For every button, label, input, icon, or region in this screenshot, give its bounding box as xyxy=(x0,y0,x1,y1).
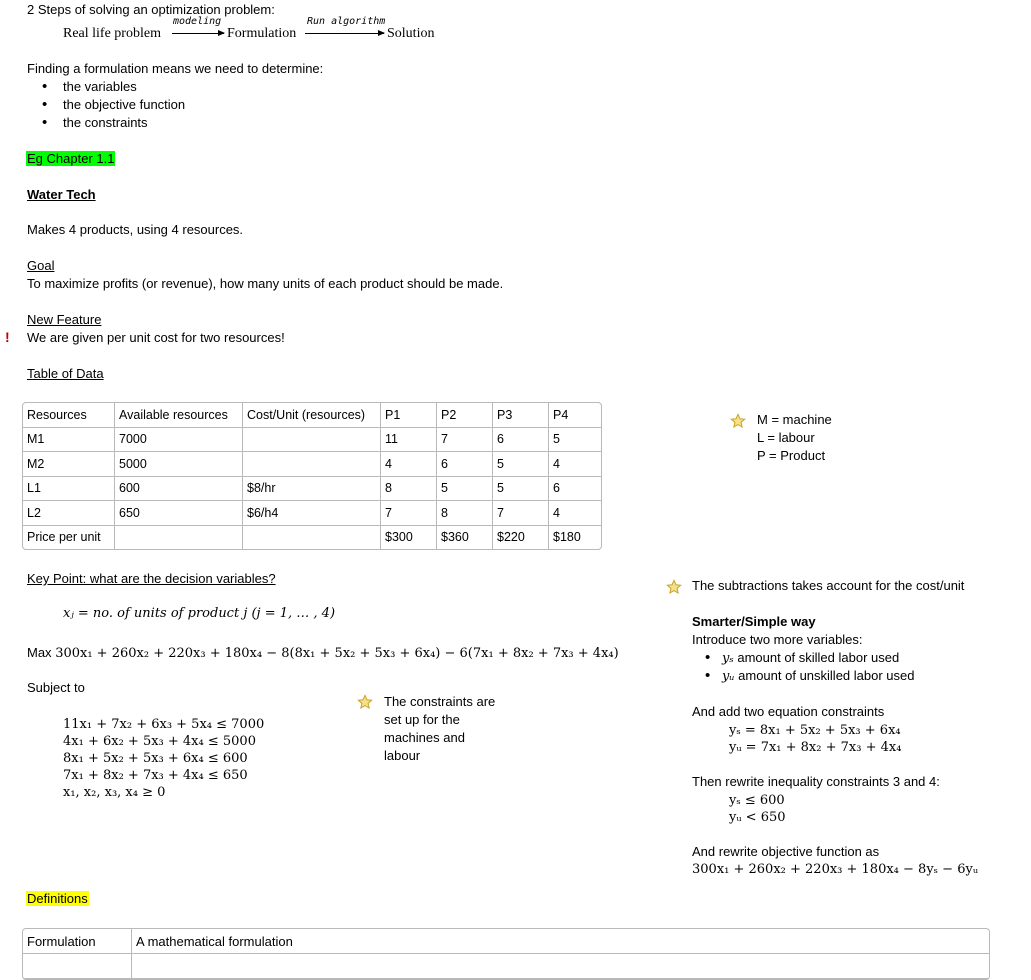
table-cell: Price per unit xyxy=(23,526,115,550)
objective-line xyxy=(27,645,619,661)
header-cell: Cost/Unit (resources) xyxy=(243,403,381,428)
table-cell xyxy=(115,526,243,550)
table-cell: 650 xyxy=(115,501,243,526)
table-cell: 4 xyxy=(381,452,437,477)
table-cell: 8 xyxy=(437,501,493,526)
table-row xyxy=(23,929,989,954)
table-cell: 6 xyxy=(437,452,493,477)
constraint: yₛ ≤ 600 xyxy=(729,793,785,808)
flow-middle: Formulation xyxy=(227,26,297,41)
subject-to-label: Subject to xyxy=(27,680,85,695)
goal-heading: Goal xyxy=(27,258,55,273)
table-cell: 4 xyxy=(549,501,601,526)
table-cell: L1 xyxy=(23,477,115,502)
table-cell: $220 xyxy=(493,526,549,550)
rewrite-text: Then rewrite inequality constraints 3 and 4: xyxy=(692,774,940,789)
flow-label-modeling: modeling xyxy=(173,16,222,27)
flow-arrow-2 xyxy=(305,33,384,34)
legend-product: P = Product xyxy=(757,448,826,463)
table-cell: 5 xyxy=(493,477,549,502)
note-line: machines and xyxy=(384,730,465,745)
feature-heading: New Feature xyxy=(27,312,102,327)
table-cell: 4 xyxy=(549,452,601,477)
flow-end: Solution xyxy=(387,26,435,41)
chapter-tag: Eg Chapter 1.1 xyxy=(27,151,115,166)
table-cell xyxy=(243,452,381,477)
table-cell: 6 xyxy=(549,477,601,502)
legend-machine: M = machine xyxy=(757,412,832,427)
list-item xyxy=(692,667,914,685)
table-cell: $300 xyxy=(381,526,437,550)
constraint: 4x₁ + 6x₂ + 5x₃ + 4x₄ ≤ 5000 xyxy=(63,734,256,749)
table-cell: 5 xyxy=(493,452,549,477)
table-cell: $180 xyxy=(553,530,581,545)
objective-label: Max xyxy=(27,645,52,660)
header-cell: P1 xyxy=(381,403,437,428)
key-point: Key Point: what are the decision variables? xyxy=(27,571,276,586)
table-cell xyxy=(243,526,381,550)
list-item: • the variables xyxy=(27,78,185,96)
example-title: Water Tech xyxy=(27,187,96,202)
header-cell: P3 xyxy=(493,403,549,428)
table-cell: 6 xyxy=(493,428,549,453)
header-cell: P2 xyxy=(437,403,493,428)
list-item xyxy=(692,649,914,667)
table-cell: M1 xyxy=(23,428,115,453)
subtraction-note: The subtractions takes account for the cost/unit xyxy=(692,578,965,593)
smarter-heading: Smarter/Simple way xyxy=(692,614,816,629)
legend-labour: L = labour xyxy=(757,430,815,445)
constraint: yₛ = 8x₁ + 5x₂ + 5x₃ + 6x₄ xyxy=(729,723,901,738)
note-line: The constraints are xyxy=(384,694,496,709)
table-cell: 11 xyxy=(381,428,437,453)
flow-arrow-1 xyxy=(172,33,224,34)
header-cell: P4 xyxy=(549,403,601,428)
equation-constraints xyxy=(729,722,901,756)
table-cell: 7 xyxy=(493,501,549,526)
definitions-table xyxy=(22,928,990,980)
inequality-constraints xyxy=(729,792,786,826)
flow-label-algorithm: Run algorithm xyxy=(307,16,386,27)
table-heading: Table of Data xyxy=(27,366,104,381)
feature-text: We are given per unit cost for two resources! xyxy=(27,330,285,345)
data-table xyxy=(22,402,602,550)
new-variables-list xyxy=(692,649,914,685)
table-row xyxy=(23,428,601,453)
table-cell: $8/hr xyxy=(243,477,381,502)
note-line: set up for the xyxy=(384,712,460,727)
list-item: • the constraints xyxy=(27,114,185,132)
star-icon xyxy=(730,413,746,429)
table-cell: 5 xyxy=(549,428,601,453)
constraint: 8x₁ + 5x₂ + 5x₃ + 6x₄ ≤ 600 xyxy=(63,751,248,766)
new-objective: 300x₁ + 260x₂ + 220x₃ + 180x₄ − 8yₛ − 6yᵤ xyxy=(692,862,979,877)
flow-start: Real life problem xyxy=(63,26,161,41)
constraints-block xyxy=(63,716,264,801)
table-cell: 600 xyxy=(115,477,243,502)
variable-desc: amount of unskilled labor used xyxy=(734,668,915,683)
important-flag-icon: ! xyxy=(5,329,10,345)
formulation-list xyxy=(27,78,185,132)
table-cell: 7 xyxy=(381,501,437,526)
table-cell: M2 xyxy=(23,452,115,477)
table-cell: L2 xyxy=(23,501,115,526)
table-row xyxy=(23,954,989,979)
table-cell xyxy=(23,954,132,979)
table-cell: Formulation xyxy=(23,929,132,954)
variable-desc: amount of skilled labor used xyxy=(733,650,900,665)
page-title: 2 Steps of solving an optimization problem: xyxy=(27,2,275,17)
table-cell: 8 xyxy=(381,477,437,502)
add-constraints-text: And add two equation constraints xyxy=(692,704,885,719)
smarter-intro: Introduce two more variables: xyxy=(692,632,863,647)
list-item: • the objective function xyxy=(27,96,185,114)
constraint: x₁, x₂, x₃, x₄ ≥ 0 xyxy=(63,785,166,800)
table-cell: $6/h4 xyxy=(243,501,381,526)
header-cell: Available resources xyxy=(115,403,243,428)
constraint: 11x₁ + 7x₂ + 6x₃ + 5x₄ ≤ 7000 xyxy=(63,717,265,732)
table-cell: 7 xyxy=(437,428,493,453)
rewrite-objective-text: And rewrite objective function as xyxy=(692,844,880,859)
star-icon xyxy=(666,579,682,595)
constraint-note xyxy=(384,693,495,765)
table-cell: 5000 xyxy=(115,452,243,477)
constraint: yᵤ < 650 xyxy=(729,810,786,825)
variable-symbol: yᵤ xyxy=(722,669,735,684)
table-row xyxy=(23,526,601,550)
formulation-intro: Finding a formulation means we need to determine: xyxy=(27,61,324,76)
note-line: labour xyxy=(384,748,421,763)
table-cell: A mathematical formulation xyxy=(132,929,989,954)
example-desc: Makes 4 products, using 4 resources. xyxy=(27,222,244,237)
constraint: 7x₁ + 8x₂ + 7x₃ + 4x₄ ≤ 650 xyxy=(63,768,248,783)
variable-symbol: yₛ xyxy=(722,651,734,666)
table-cell: $360 xyxy=(437,526,493,550)
table-cell xyxy=(243,428,381,453)
definitions-heading: Definitions xyxy=(27,891,88,906)
table-row xyxy=(23,452,601,477)
star-icon xyxy=(357,694,373,710)
table-row xyxy=(23,501,601,526)
table-cell: 5 xyxy=(437,477,493,502)
constraint: yᵤ = 7x₁ + 8x₂ + 7x₃ + 4x₄ xyxy=(729,740,902,755)
header-cell: Resources xyxy=(23,403,115,428)
table-header-row xyxy=(23,403,601,428)
variable-definition: xⱼ = no. of units of product j (j = 1, … , 4) xyxy=(63,606,336,621)
goal-text: To maximize profits (or revenue), how many units of each product should be made. xyxy=(27,276,504,291)
table-cell xyxy=(132,954,989,979)
table-row xyxy=(23,477,601,502)
table-cell: 7000 xyxy=(115,428,243,453)
objective-expression: 300x₁ + 260x₂ + 220x₃ + 180x₄ − 8(8x₁ + 5x₂ + 5x₃ + 6x₄) − 6(7x₁ + 8x₂ + 7x₃ + 4x₄) xyxy=(55,646,619,661)
